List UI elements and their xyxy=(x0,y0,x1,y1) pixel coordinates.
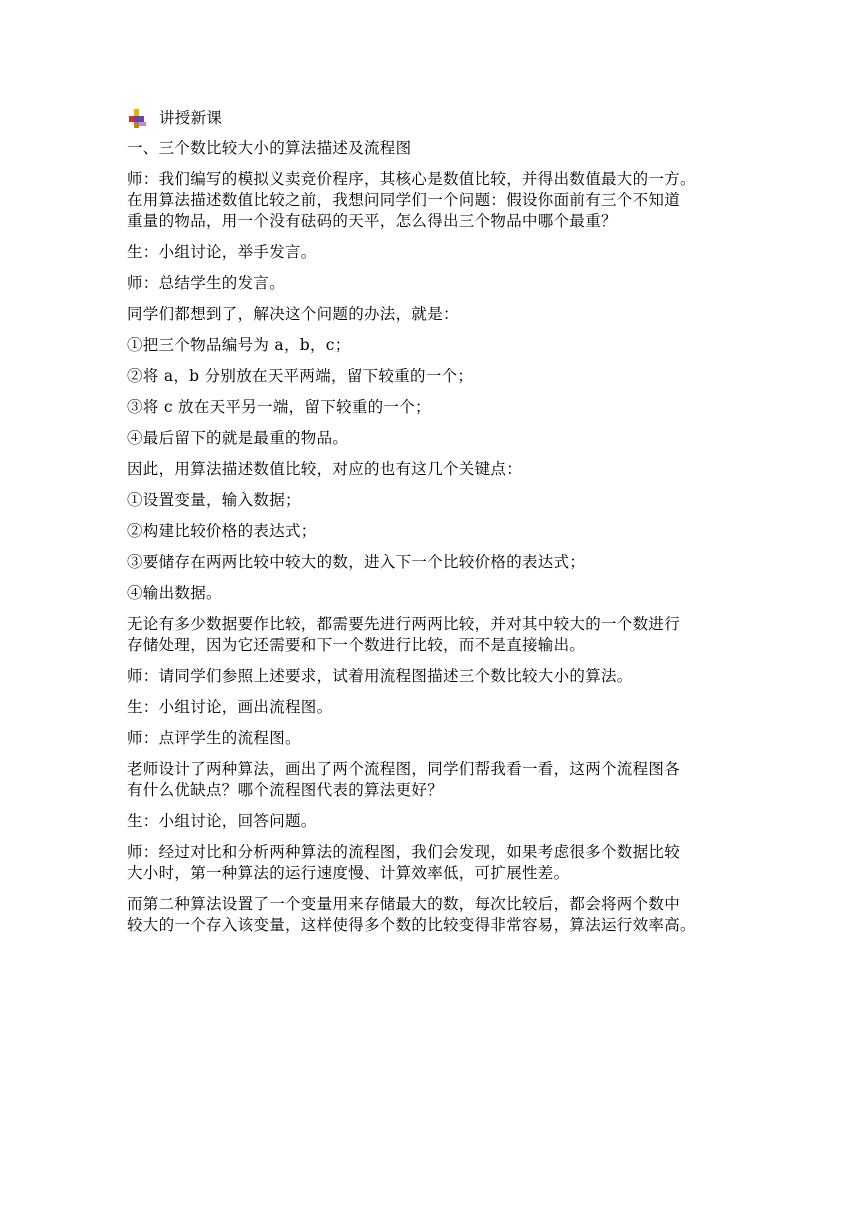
paragraph-line: 生：小组讨论，画出流程图。 xyxy=(127,698,333,716)
paragraph xyxy=(127,614,737,656)
paragraph xyxy=(127,490,737,511)
paragraph xyxy=(127,397,737,418)
paragraph xyxy=(127,583,737,604)
paragraph xyxy=(127,169,737,232)
paragraph-line: 生：小组讨论，回答问题。 xyxy=(127,812,317,830)
paragraph-line: 老师设计了两种算法，画出了两个流程图，同学们帮我看一看，这两个流程图各 xyxy=(127,760,681,778)
paragraph-line: ③将 c 放在天平另一端，留下较重的一个； xyxy=(127,398,431,416)
paragraph-line: 因此，用算法描述数值比较，对应的也有这几个关键点： xyxy=(127,460,523,478)
body-text xyxy=(127,169,737,936)
paragraph-line: 生：小组讨论，举手发言。 xyxy=(127,243,317,261)
paragraph-line: ①设置变量，输入数据； xyxy=(127,491,301,509)
paragraph-line: 师：请同学们参照上述要求，试着用流程图描述三个数比较大小的算法。 xyxy=(127,667,633,685)
paragraph xyxy=(127,366,737,387)
paragraph-line: ①把三个物品编号为 a，b，c； xyxy=(127,336,351,354)
paragraph-line: 师：总结学生的发言。 xyxy=(127,274,286,292)
paragraph-line: 师：我们编写的模拟义卖竞价程序，其核心是数值比较，并得出数值最大的一方。 xyxy=(127,170,696,188)
section-title: 一、三个数比较大小的算法描述及流程图 xyxy=(127,139,412,157)
lesson-heading-label: 讲授新课 xyxy=(159,109,223,127)
paragraph xyxy=(127,552,737,573)
paragraph-line: 师：点评学生的流程图。 xyxy=(127,729,301,747)
paragraph xyxy=(127,759,737,801)
paragraph-line: 同学们都想到了，解决这个问题的办法，就是： xyxy=(127,305,459,323)
paragraph xyxy=(127,273,737,294)
paragraph-line: 重量的物品，用一个没有砝码的天平，怎么得出三个物品中哪个最重？ xyxy=(127,212,617,230)
paragraph xyxy=(127,304,737,325)
paragraph xyxy=(127,842,737,884)
paragraph xyxy=(127,728,737,749)
paragraph xyxy=(127,894,737,936)
document-page xyxy=(127,108,737,946)
paragraph-line: 较大的一个存入该变量，这样使得多个数的比较变得非常容易，算法运行效率高。 xyxy=(127,916,696,934)
lesson-heading xyxy=(127,108,737,129)
paragraph-line: 无论有多少数据要作比较，都需要先进行两两比较，并对其中较大的一个数进行 xyxy=(127,615,681,633)
paragraph-line: 师：经过对比和分析两种算法的流程图，我们会发现，如果考虑很多个数据比较 xyxy=(127,843,681,861)
paragraph-line: ④最后留下的就是最重的物品。 xyxy=(127,429,349,447)
flag-blocks-icon xyxy=(127,109,149,129)
paragraph xyxy=(127,335,737,356)
paragraph xyxy=(127,242,737,263)
paragraph-line: 在用算法描述数值比较之前，我想问同学们一个问题：假设你面前有三个不知道 xyxy=(127,191,681,209)
paragraph xyxy=(127,697,737,718)
paragraph xyxy=(127,459,737,480)
paragraph-line: ②构建比较价格的表达式； xyxy=(127,522,317,540)
paragraph-line: 大小时，第一种算法的运行速度慢、计算效率低，可扩展性差。 xyxy=(127,864,570,882)
paragraph-line: ②将 a，b 分别放在天平两端，留下较重的一个； xyxy=(127,367,474,385)
paragraph-line: ③要储存在两两比较中较大的数，进入下一个比较价格的表达式； xyxy=(127,553,586,571)
paragraph-line: ④输出数据。 xyxy=(127,584,222,602)
paragraph xyxy=(127,811,737,832)
paragraph xyxy=(127,521,737,542)
paragraph-line: 有什么优缺点？哪个流程图代表的算法更好？ xyxy=(127,781,444,799)
paragraph xyxy=(127,666,737,687)
paragraph-line: 存储处理，因为它还需要和下一个数进行比较，而不是直接输出。 xyxy=(127,636,586,654)
paragraph xyxy=(127,428,737,449)
paragraph-line: 而第二种算法设置了一个变量用来存储最大的数，每次比较后，都会将两个数中 xyxy=(127,895,681,913)
